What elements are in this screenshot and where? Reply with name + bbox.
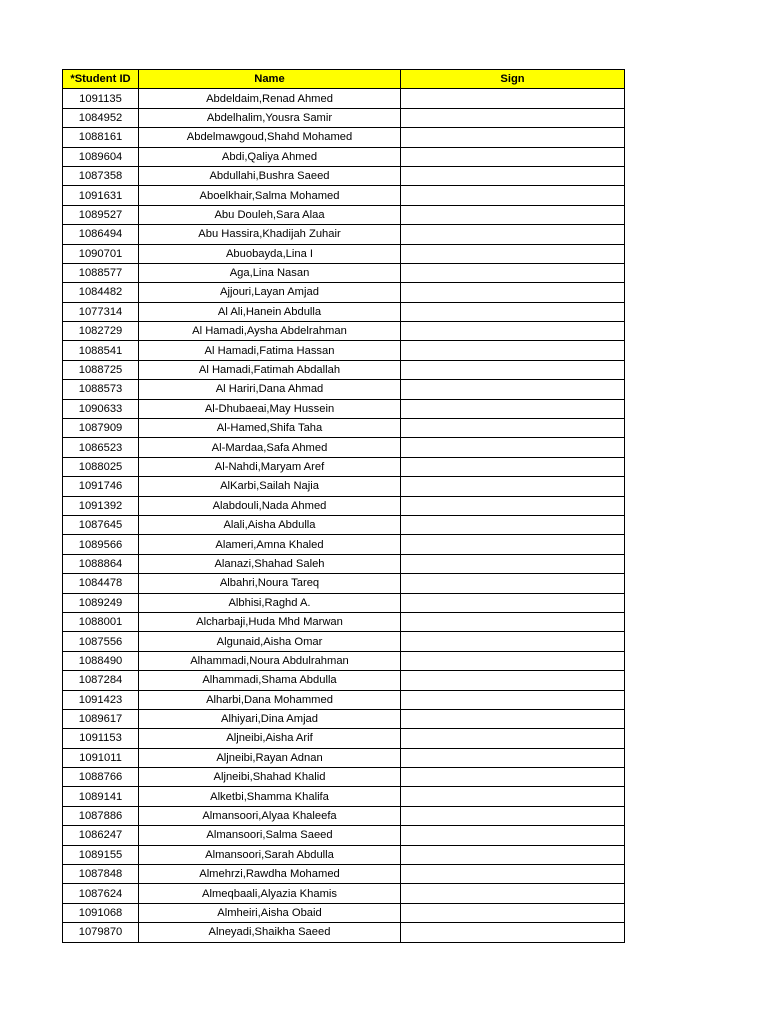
table-row [63,787,625,806]
table-row [63,651,625,670]
student-name-cell: Abu Douleh,Sara Alaa [139,205,401,224]
student-name-cell: Al-Hamed,Shifa Taha [139,419,401,438]
table-row [63,225,625,244]
signature-cell[interactable] [401,89,625,108]
table-row [63,128,625,147]
signature-cell[interactable] [401,360,625,379]
student-id-cell: 1088766 [63,768,139,787]
student-id-cell: 1089604 [63,147,139,166]
signature-cell[interactable] [401,515,625,534]
signature-cell[interactable] [401,438,625,457]
student-name-cell: Almansoori,Alyaa Khaleefa [139,806,401,825]
student-id-column-header: *Student ID [63,70,139,89]
student-name-cell: Almheiri,Aisha Obaid [139,903,401,922]
signature-cell[interactable] [401,632,625,651]
student-id-cell: 1087556 [63,632,139,651]
student-id-cell: 1088161 [63,128,139,147]
table-row [63,419,625,438]
table-row [63,690,625,709]
signature-cell[interactable] [401,477,625,496]
student-id-cell: 1090633 [63,399,139,418]
table-row [63,748,625,767]
student-id-cell: 1089527 [63,205,139,224]
signature-cell[interactable] [401,399,625,418]
student-id-cell: 1087358 [63,166,139,185]
table-row [63,903,625,922]
student-name-cell: Aljneibi,Shahad Khalid [139,768,401,787]
table-row [63,496,625,515]
student-name-cell: Al Hamadi,Aysha Abdelrahman [139,322,401,341]
signature-cell[interactable] [401,748,625,767]
table-row [63,399,625,418]
signature-cell[interactable] [401,128,625,147]
table-row [63,302,625,321]
student-id-cell: 1091746 [63,477,139,496]
student-id-cell: 1089617 [63,709,139,728]
table-row [63,263,625,282]
table-row [63,457,625,476]
signature-cell[interactable] [401,671,625,690]
student-name-cell: Abdelhalim,Yousra Samir [139,108,401,127]
signature-cell[interactable] [401,108,625,127]
signature-cell[interactable] [401,574,625,593]
student-name-cell: Abdi,Qaliya Ahmed [139,147,401,166]
table-row [63,283,625,302]
table-row [63,729,625,748]
student-id-cell: 1091153 [63,729,139,748]
student-name-cell: Aboelkhair,Salma Mohamed [139,186,401,205]
student-id-cell: 1088577 [63,263,139,282]
signature-cell[interactable] [401,690,625,709]
signature-cell[interactable] [401,709,625,728]
student-id-cell: 1087886 [63,806,139,825]
signature-cell[interactable] [401,496,625,515]
student-id-cell: 1091135 [63,89,139,108]
signature-cell[interactable] [401,923,625,942]
student-name-cell: Alanazi,Shahad Saleh [139,554,401,573]
table-row [63,826,625,845]
student-name-cell: Al-Dhubaeai,May Hussein [139,399,401,418]
signature-cell[interactable] [401,826,625,845]
table-row [63,515,625,534]
student-name-cell: Abu Hassira,Khadijah Zuhair [139,225,401,244]
signature-cell[interactable] [401,225,625,244]
table-row [63,632,625,651]
student-name-cell: Almansoori,Salma Saeed [139,826,401,845]
student-name-cell: Aga,Lina Nasan [139,263,401,282]
signature-cell[interactable] [401,729,625,748]
student-name-cell: Al Ali,Hanein Abdulla [139,302,401,321]
student-id-cell: 1084478 [63,574,139,593]
table-row [63,205,625,224]
student-name-cell: Almansoori,Sarah Abdulla [139,845,401,864]
table-row [63,671,625,690]
student-id-cell: 1084482 [63,283,139,302]
student-id-cell: 1087624 [63,884,139,903]
student-id-cell: 1088725 [63,360,139,379]
student-id-cell: 1090701 [63,244,139,263]
student-id-cell: 1087645 [63,515,139,534]
student-id-cell: 1087909 [63,419,139,438]
student-name-cell: Alhiyari,Dina Amjad [139,709,401,728]
table-row [63,593,625,612]
student-name-cell: Aljneibi,Aisha Arif [139,729,401,748]
signature-cell[interactable] [401,535,625,554]
student-name-cell: Alcharbaji,Huda Mhd Marwan [139,612,401,631]
table-row [63,108,625,127]
signature-cell[interactable] [401,768,625,787]
student-name-cell: Alketbi,Shamma Khalifa [139,787,401,806]
signature-cell[interactable] [401,263,625,282]
student-id-cell: 1091068 [63,903,139,922]
table-row [63,768,625,787]
student-name-cell: Alhammadi,Shama Abdulla [139,671,401,690]
table-row [63,477,625,496]
student-name-cell: Alharbi,Dana Mohammed [139,690,401,709]
name-column-header: Name [139,70,401,89]
table-row [63,923,625,942]
student-name-cell: Al-Mardaa,Safa Ahmed [139,438,401,457]
signature-cell[interactable] [401,865,625,884]
sign-column-header: Sign [401,70,625,89]
signature-cell[interactable] [401,244,625,263]
table-row [63,806,625,825]
signature-cell[interactable] [401,593,625,612]
student-id-cell: 1082729 [63,322,139,341]
student-name-cell: Alali,Aisha Abdulla [139,515,401,534]
student-id-cell: 1088490 [63,651,139,670]
signature-cell[interactable] [401,845,625,864]
signature-cell[interactable] [401,806,625,825]
student-id-cell: 1087848 [63,865,139,884]
signature-cell[interactable] [401,283,625,302]
student-roster-table [62,69,625,943]
student-name-cell: Ajjouri,Layan Amjad [139,283,401,302]
signature-cell[interactable] [401,302,625,321]
header-row [63,70,625,89]
student-name-cell: Al Hamadi,Fatima Hassan [139,341,401,360]
student-name-cell: Algunaid,Aisha Omar [139,632,401,651]
roster-body [63,89,625,942]
table-row [63,166,625,185]
table-row [63,244,625,263]
student-id-cell: 1088864 [63,554,139,573]
table-row [63,845,625,864]
student-name-cell: Al Hariri,Dana Ahmad [139,380,401,399]
signature-cell[interactable] [401,457,625,476]
student-name-cell: Alameri,Amna Khaled [139,535,401,554]
table-row [63,380,625,399]
table-row [63,341,625,360]
table-row [63,322,625,341]
table-row [63,89,625,108]
student-id-cell: 1077314 [63,302,139,321]
student-name-cell: Alabdouli,Nada Ahmed [139,496,401,515]
table-row [63,574,625,593]
table-row [63,884,625,903]
attendance-sheet [62,69,625,943]
student-id-cell: 1088541 [63,341,139,360]
table-row [63,865,625,884]
student-name-cell: Abdeldaim,Renad Ahmed [139,89,401,108]
signature-cell[interactable] [401,419,625,438]
student-id-cell: 1079870 [63,923,139,942]
student-id-cell: 1088025 [63,457,139,476]
student-name-cell: Abdelmawgoud,Shahd Mohamed [139,128,401,147]
signature-cell[interactable] [401,554,625,573]
signature-cell[interactable] [401,205,625,224]
student-id-cell: 1087284 [63,671,139,690]
signature-cell[interactable] [401,884,625,903]
signature-cell[interactable] [401,186,625,205]
table-row [63,360,625,379]
student-id-cell: 1091631 [63,186,139,205]
student-name-cell: Albhisi,Raghd A. [139,593,401,612]
signature-cell[interactable] [401,341,625,360]
student-name-cell: Albahri,Noura Tareq [139,574,401,593]
student-id-cell: 1089249 [63,593,139,612]
student-id-cell: 1089155 [63,845,139,864]
student-id-cell: 1086247 [63,826,139,845]
signature-cell[interactable] [401,612,625,631]
student-name-cell: Al Hamadi,Fatimah Abdallah [139,360,401,379]
student-id-cell: 1088573 [63,380,139,399]
table-row [63,554,625,573]
student-name-cell: Almehrzi,Rawdha Mohamed [139,865,401,884]
student-id-cell: 1091423 [63,690,139,709]
signature-cell[interactable] [401,322,625,341]
student-name-cell: AlKarbi,Sailah Najia [139,477,401,496]
student-name-cell: Al-Nahdi,Maryam Aref [139,457,401,476]
signature-cell[interactable] [401,787,625,806]
student-name-cell: Alhammadi,Noura Abdulrahman [139,651,401,670]
student-name-cell: Aljneibi,Rayan Adnan [139,748,401,767]
table-row [63,186,625,205]
student-name-cell: Alneyadi,Shaikha Saeed [139,923,401,942]
table-row [63,438,625,457]
student-id-cell: 1086523 [63,438,139,457]
signature-cell[interactable] [401,903,625,922]
student-name-cell: Abdullahi,Bushra Saeed [139,166,401,185]
student-id-cell: 1084952 [63,108,139,127]
student-id-cell: 1086494 [63,225,139,244]
signature-cell[interactable] [401,147,625,166]
student-id-cell: 1088001 [63,612,139,631]
student-id-cell: 1091011 [63,748,139,767]
student-id-cell: 1089141 [63,787,139,806]
signature-cell[interactable] [401,166,625,185]
table-row [63,709,625,728]
table-row [63,535,625,554]
student-name-cell: Almeqbaali,Alyazia Khamis [139,884,401,903]
signature-cell[interactable] [401,651,625,670]
signature-cell[interactable] [401,380,625,399]
student-id-cell: 1089566 [63,535,139,554]
table-row [63,612,625,631]
student-name-cell: Abuobayda,Lina I [139,244,401,263]
table-row [63,147,625,166]
student-id-cell: 1091392 [63,496,139,515]
